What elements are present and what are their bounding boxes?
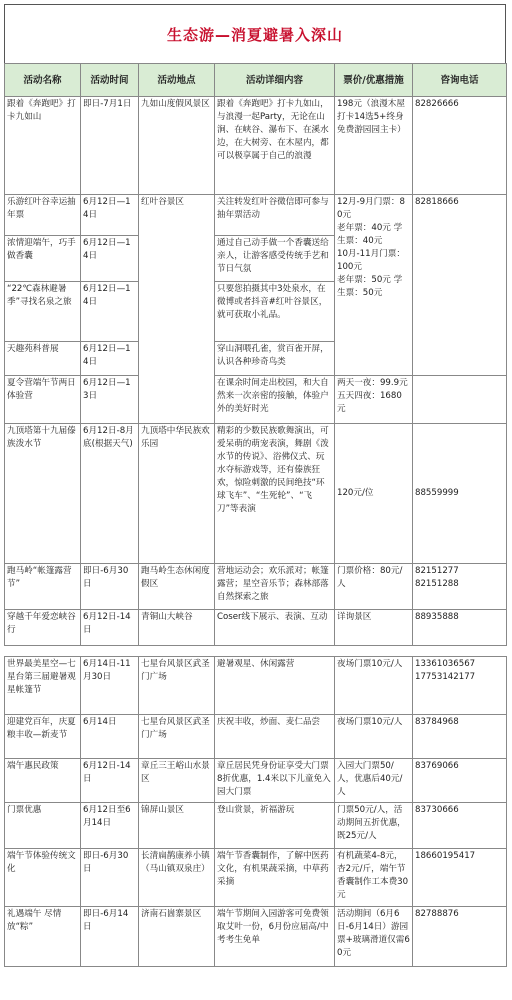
cell-name: 浓情迎端午，巧手做香囊 [5, 236, 81, 282]
header-name: 活动名称 [5, 64, 81, 97]
table-row [5, 424, 507, 564]
table-row [5, 803, 507, 849]
table-row [5, 97, 507, 195]
cell-price: 门票价格：80元/人 [335, 564, 413, 610]
cell-detail: 营地运动会；欢乐派对；帐篷露营；星空音乐节；森林部落自然探索之旅 [215, 564, 335, 610]
cell-detail: 只要您拍摄其中3处泉水，在微博或者抖音#红叶谷景区，就可获取小礼品。 [215, 282, 335, 342]
cell-name: 门票优惠 [5, 803, 81, 849]
cell-place: 济南石崮寨景区 [139, 907, 215, 967]
cell-phone: 83784968 [413, 715, 507, 759]
cell-price: 夜场门票10元/人 [335, 657, 413, 715]
table-row [5, 564, 507, 610]
header-price: 票价/优惠措施 [335, 64, 413, 97]
cell-time: 6月14日 [81, 715, 139, 759]
header-detail: 活动详细内容 [215, 64, 335, 97]
cell-phone: 82788876 [413, 907, 507, 967]
table-row [5, 849, 507, 907]
cell-detail: 章丘居民凭身份证享受大门票8折优惠，1.4米以下儿童免入园大门票 [215, 759, 335, 803]
page [4, 4, 506, 967]
cell-detail: 避暑观星、休闲露营 [215, 657, 335, 715]
cell-detail: 端午节期间入园游客可免费领取艾叶一份，6月份应届高/中考考生免单 [215, 907, 335, 967]
cell-place: 长清扁鹊康养小镇（马山镇双泉庄） [139, 849, 215, 907]
cell-place: 红叶谷景区 [139, 195, 215, 424]
table-row [5, 657, 507, 715]
cell-time: 即日-6月30日 [81, 849, 139, 907]
cell-phone: 18660195417 [413, 849, 507, 907]
title-box [4, 4, 506, 63]
cell-detail: 穿山洞喂孔雀，赏百雀开屏，认识各种珍奇鸟类 [215, 342, 335, 376]
table-gap [4, 646, 506, 656]
cell-time: 6月12日—14日 [81, 282, 139, 342]
cell-detail: 端午节香囊制作，了解中医药文化，有机果蔬采摘，中草药采摘 [215, 849, 335, 907]
header-time: 活动时间 [81, 64, 139, 97]
header-row [5, 64, 507, 97]
cell-price: 入园大门票50/人，优惠后40元/人 [335, 759, 413, 803]
table-row [5, 759, 507, 803]
cell-detail: 登山赏景，祈福游玩 [215, 803, 335, 849]
cell-detail: 精彩的少数民族歌舞演出，可爱呆萌的萌宠表演，舞剧《泼水节的传说》、浴佛仪式、玩水夺标游戏等，还有傣族狂欢，惊险刺激的民间绝技“环球飞车”、“生死轮”、“飞刀”等表演 [215, 424, 335, 564]
cell-place: 九顶塔中华民族欢乐园 [139, 424, 215, 564]
cell-time: 即日-6月30日 [81, 564, 139, 610]
cell-phone: 83769066 [413, 759, 507, 803]
cell-name: 跑马岭“帐篷露营节” [5, 564, 81, 610]
cell-phone: 82151277 82151288 [413, 564, 507, 610]
cell-phone: 88935888 [413, 610, 507, 646]
cell-price: 两天一夜：99.9元 五天四夜：1680元 [335, 376, 413, 424]
cell-place: 青铜山大峡谷 [139, 610, 215, 646]
cell-place: 七星台风景区武圣门广场 [139, 657, 215, 715]
cell-phone [413, 376, 507, 424]
cell-time: 6月12日-8月底(根据天气) [81, 424, 139, 564]
cell-detail: 在课余时间走出校园，和大自然来一次亲密的接触，体验户外的美好时光 [215, 376, 335, 424]
cell-name: 世界最美星空—七星台第三届避暑观星帐篷节 [5, 657, 81, 715]
cell-time: 6月12日至6月14日 [81, 803, 139, 849]
cell-detail: 关注转发红叶谷微信即可参与抽年票活动 [215, 195, 335, 236]
cell-detail: 庆祝丰收，炒面、麦仁品尝 [215, 715, 335, 759]
cell-name: 端午惠民政策 [5, 759, 81, 803]
cell-time: 6月12日-14日 [81, 610, 139, 646]
cell-name: 九顶塔第十九届傣族泼水节 [5, 424, 81, 564]
cell-time: 6月12日—13日 [81, 376, 139, 424]
cell-time: 6月12日—14日 [81, 195, 139, 236]
table-row [5, 715, 507, 759]
table-row [5, 610, 507, 646]
cell-name: 礼遇端午 尽情放“粽” [5, 907, 81, 967]
table-row [5, 907, 507, 967]
cell-place: 九如山度假风景区 [139, 97, 215, 195]
cell-name: “22℃森林避暑季”寻找名泉之旅 [5, 282, 81, 342]
cell-place: 章丘三王峪山水景区 [139, 759, 215, 803]
cell-price: 活动期间（6月6日-6月14日）游园票+玻璃滑道仅需60元 [335, 907, 413, 967]
table-row [5, 376, 507, 424]
cell-time: 6月14日-11月30日 [81, 657, 139, 715]
cell-name: 端午节体验传统文化 [5, 849, 81, 907]
cell-phone: 83730666 [413, 803, 507, 849]
cell-time: 6月12日—14日 [81, 342, 139, 376]
header-phone: 咨询电话 [413, 64, 507, 97]
cell-time: 即日-6月14日 [81, 907, 139, 967]
cell-name: 穿越千年爱恋峡谷行 [5, 610, 81, 646]
activity-table-1 [4, 63, 507, 646]
cell-phone: 82826666 [413, 97, 507, 195]
cell-phone: 13361036567 17753142177 [413, 657, 507, 715]
activity-table-2 [4, 656, 507, 967]
cell-name: 夏令营端午节两日体验营 [5, 376, 81, 424]
cell-price: 门票50元/人，活动期间五折优惠，既25元/人 [335, 803, 413, 849]
cell-name: 跟着《奔跑吧》打卡九如山 [5, 97, 81, 195]
cell-price: 198元（浪漫木屋打卡14选5+终身免费游园园主卡） [335, 97, 413, 195]
cell-price: 120元/位 [335, 424, 413, 564]
cell-price: 详询景区 [335, 610, 413, 646]
cell-place: 锦屏山景区 [139, 803, 215, 849]
cell-detail: 跟着《奔跑吧》打卡九如山，与浪漫一起Party，无论在山涧、在峡谷、瀑布下、在溪水边，在大树旁、在木屋内，都可以极享属于自己的浪漫 [215, 97, 335, 195]
cell-phone: 88559999 [413, 424, 507, 564]
header-place: 活动地点 [139, 64, 215, 97]
cell-phone: 82818666 [413, 195, 507, 376]
cell-detail: Coser线下展示、表演、互动 [215, 610, 335, 646]
table-row [5, 195, 507, 236]
cell-place: 七星台风景区武圣门广场 [139, 715, 215, 759]
page-title: 生态游—消夏避暑入深山 [166, 25, 343, 44]
cell-detail: 通过自己动手做一个香囊送给亲人，让游客感受传统手艺和节日气氛 [215, 236, 335, 282]
cell-time: 6月12日-14日 [81, 759, 139, 803]
cell-time: 即日-7月1日 [81, 97, 139, 195]
cell-name: 迎建党百年，庆夏粮丰收—新麦节 [5, 715, 81, 759]
cell-price: 有机蔬菜4-8元，杏2元/斤，端午节香囊制作工本费30元 [335, 849, 413, 907]
cell-place: 跑马岭生态休闲度假区 [139, 564, 215, 610]
cell-name: 天趣苑科普展 [5, 342, 81, 376]
cell-price: 夜场门票10元/人 [335, 715, 413, 759]
cell-price: 12月-9月门票：80元 老年票：40元 学生票：40元 10月-11月门票：100元 老年票：50元 学生票：50元 [335, 195, 413, 376]
cell-name: 乐游红叶谷幸运抽年票 [5, 195, 81, 236]
cell-time: 6月12日—14日 [81, 236, 139, 282]
